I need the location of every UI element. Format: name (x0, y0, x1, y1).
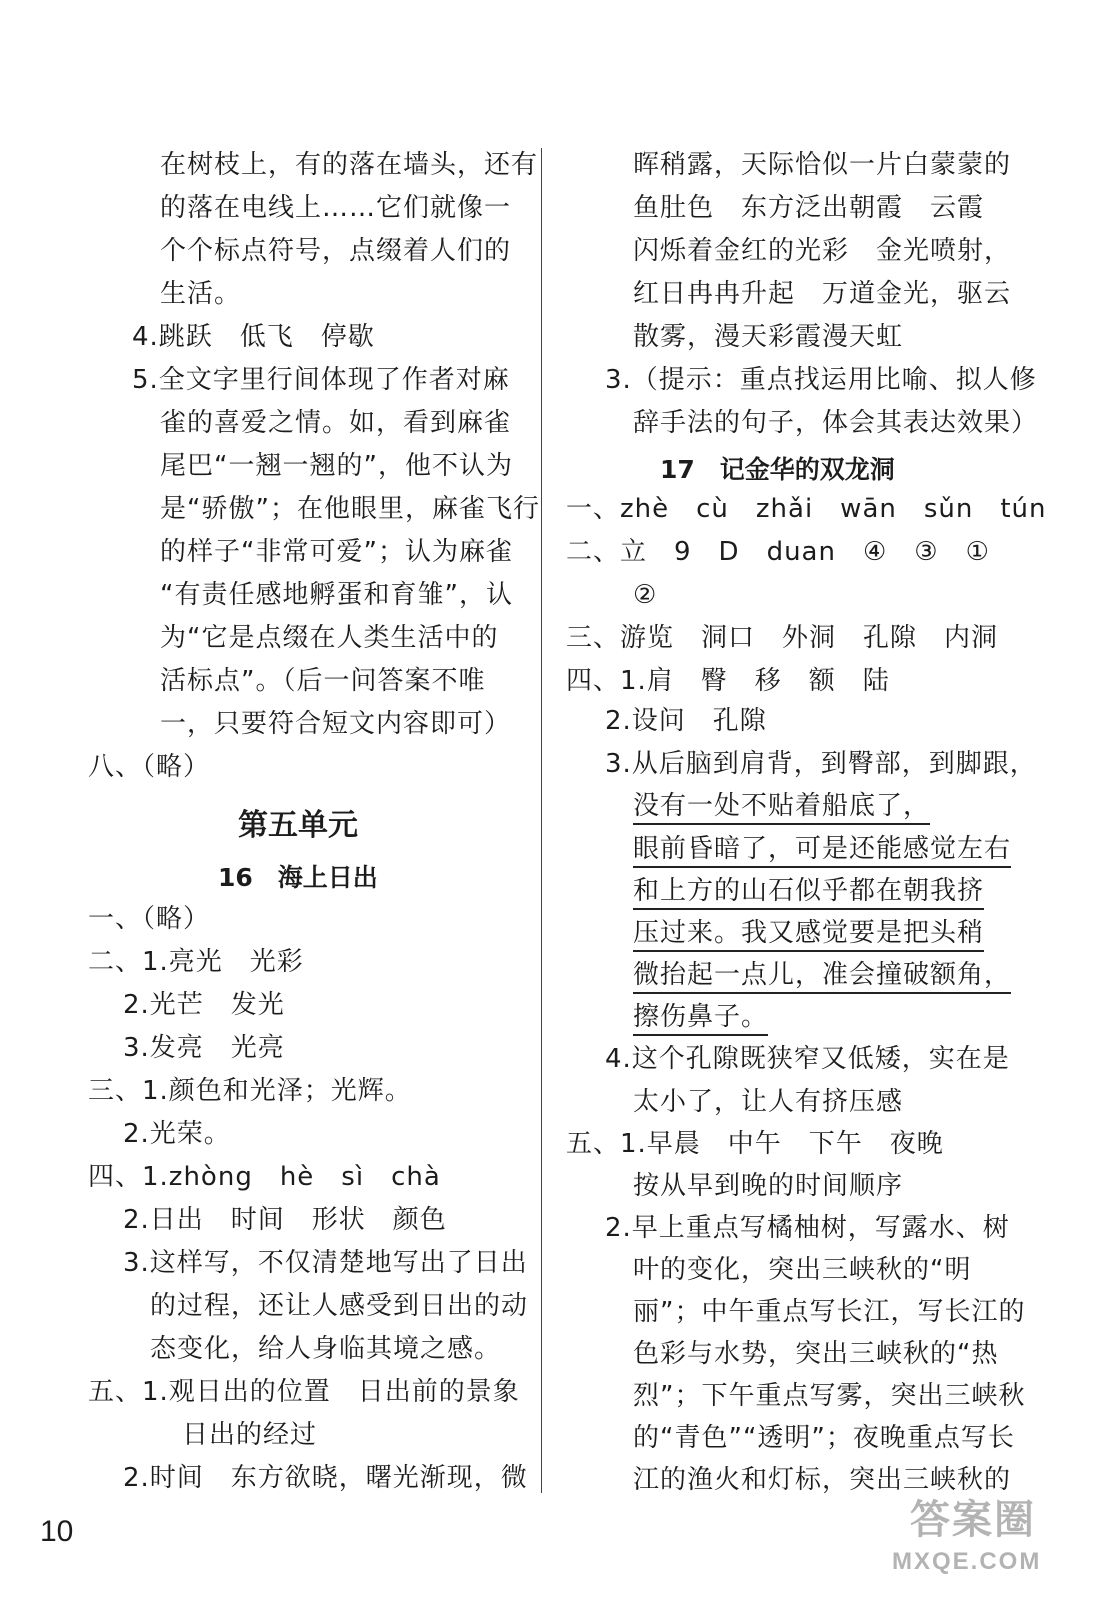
lesson-title: 17 记金华的双龙洞 (660, 455, 895, 484)
text-line: 3.发亮 光亮 (123, 1033, 285, 1063)
text-line: 五、1.观日出的位置 日出前的景象 (88, 1377, 520, 1407)
text-line: 态变化，给人身临其境之感。 (150, 1334, 502, 1364)
watermark-logo-text: 答案圈 (910, 1497, 1036, 1543)
text-line: 闪烁着金红的光彩 金光喷射， (633, 236, 1012, 266)
text-line: 三、1.颜色和光泽；光辉。 (88, 1076, 412, 1106)
text-line: 色彩与水势，突出三峡秋的“热 (633, 1339, 999, 1369)
text-line: 的“青色”“透明”；夜晚重点写长 (633, 1423, 1015, 1453)
underlined-sentence: 和上方的山石似乎都在朝我挤 (633, 876, 984, 910)
column-divider (541, 148, 542, 1493)
underlined-sentence: 眼前昏暗了，可是还能感觉左右 (633, 834, 1011, 868)
text-line: 2.设问 孔隙 (605, 706, 767, 736)
text-line: 4.跳跃 低飞 停歇 (132, 322, 375, 352)
text-line: 在树枝上，有的落在墙头，还有 (160, 150, 539, 180)
text-line: 的样子“非常可爱”；认为麻雀 (160, 537, 513, 567)
text-line: 的落在电线上……它们就像一 (160, 193, 512, 223)
text-line: 4.这个孔隙既狭窄又低矮，实在是 (605, 1044, 1010, 1074)
text-line: 二、1.亮光 光彩 (88, 947, 304, 977)
text-line: 3.（提示：重点找运用比喻、拟人修 (605, 365, 1037, 395)
text-line: 江的渔火和灯标，突出三峡秋的 (633, 1465, 1012, 1495)
text-line: 红日冉冉升起 万道金光，驱云 (633, 279, 1012, 309)
text-line: 辞手法的句子，体会其表达效果） (633, 408, 1039, 438)
text-line: 个个标点符号，点缀着人们的 (160, 236, 512, 266)
text-line: 散雾，漫天彩霞漫天虹 (633, 322, 904, 352)
text-line: 二、立 9 D duan ④ ③ ① (566, 537, 990, 567)
text-line: 的过程，还让人感受到日出的动 (150, 1291, 529, 1321)
text-line: “有责任感地孵蛋和育雏”，认 (160, 580, 513, 610)
text-line: 活标点”。（后一问答案不唯 (160, 666, 486, 696)
text-line: 3.这样写，不仅清楚地写出了日出 (123, 1248, 528, 1278)
text-line: 5.全文字里行间体现了作者对麻 (132, 365, 510, 395)
underlined-sentence: 压过来。我又感觉要是把头稍 (633, 918, 984, 952)
text-line: 2.早上重点写橘柚树，写露水、树 (605, 1213, 1010, 1243)
text-line: 鱼肚色 东方泛出朝霞 云霞 (633, 193, 985, 223)
underlined-sentence: 没有一处不贴着船底了， (633, 791, 930, 825)
text-line: 八、（略） (88, 752, 211, 782)
text-line: 2.光荣。 (123, 1119, 231, 1149)
text-line: 太小了，让人有挤压感 (633, 1087, 904, 1117)
text-line: 2.日出 时间 形状 颜色 (123, 1205, 447, 1235)
underlined-sentence: 擦伤鼻子。 (633, 1002, 768, 1036)
underlined-sentence: 微抬起一点儿，准会撞破额角， (633, 960, 1011, 994)
text-line: 一，只要符合短文内容即可） (160, 709, 512, 739)
text-line: 三、游览 洞口 外洞 孔隙 内洞 (566, 623, 999, 653)
text-line: 雀的喜爱之情。如，看到麻雀 (160, 408, 512, 438)
text-line: 生活。 (160, 279, 242, 309)
text-line: 2.时间 东方欲晓，曙光渐现，微 (123, 1463, 528, 1493)
text-line: 四、1.肩 臀 移 额 陆 (566, 666, 890, 696)
lesson-title: 16 海上日出 (218, 863, 378, 892)
page-number: 10 (40, 1515, 74, 1548)
text-line: 日出的经过 (182, 1420, 318, 1450)
text-line: 一、（略） (88, 904, 211, 934)
unit-title: 第五单元 (238, 808, 358, 843)
text-line: 3.从后脑到肩背，到臀部，到脚跟， (605, 749, 1037, 779)
text-line: 晖稍露，天际恰似一片白蒙蒙的 (633, 150, 1012, 180)
watermark-url: MXQE.COM (892, 1548, 1042, 1575)
text-line: 五、1.早晨 中午 下午 夜晚 (566, 1129, 944, 1159)
text-line: 丽”；中午重点写长江，写长江的 (633, 1297, 1026, 1327)
text-line: 四、1.zhòng hè sì chà (88, 1162, 441, 1192)
text-line: 是“骄傲”；在他眼里，麻雀飞行 (160, 494, 540, 524)
text-line: 叶的变化，突出三峡秋的“明 (633, 1255, 972, 1285)
text-line: 2.光芒 发光 (123, 990, 285, 1020)
text-line: 一、zhè cù zhǎi wān sǔn tún (566, 494, 1047, 524)
text-line: ② (633, 580, 658, 610)
text-line: 烈”；下午重点写雾，突出三峡秋 (633, 1381, 1026, 1411)
text-line: 按从早到晚的时间顺序 (633, 1171, 904, 1201)
watermark (880, 1488, 1095, 1588)
text-line: 尾巴“一翘一翘的”，他不认为 (160, 451, 513, 481)
text-line: 为“它是点缀在人类生活中的 (160, 623, 499, 653)
